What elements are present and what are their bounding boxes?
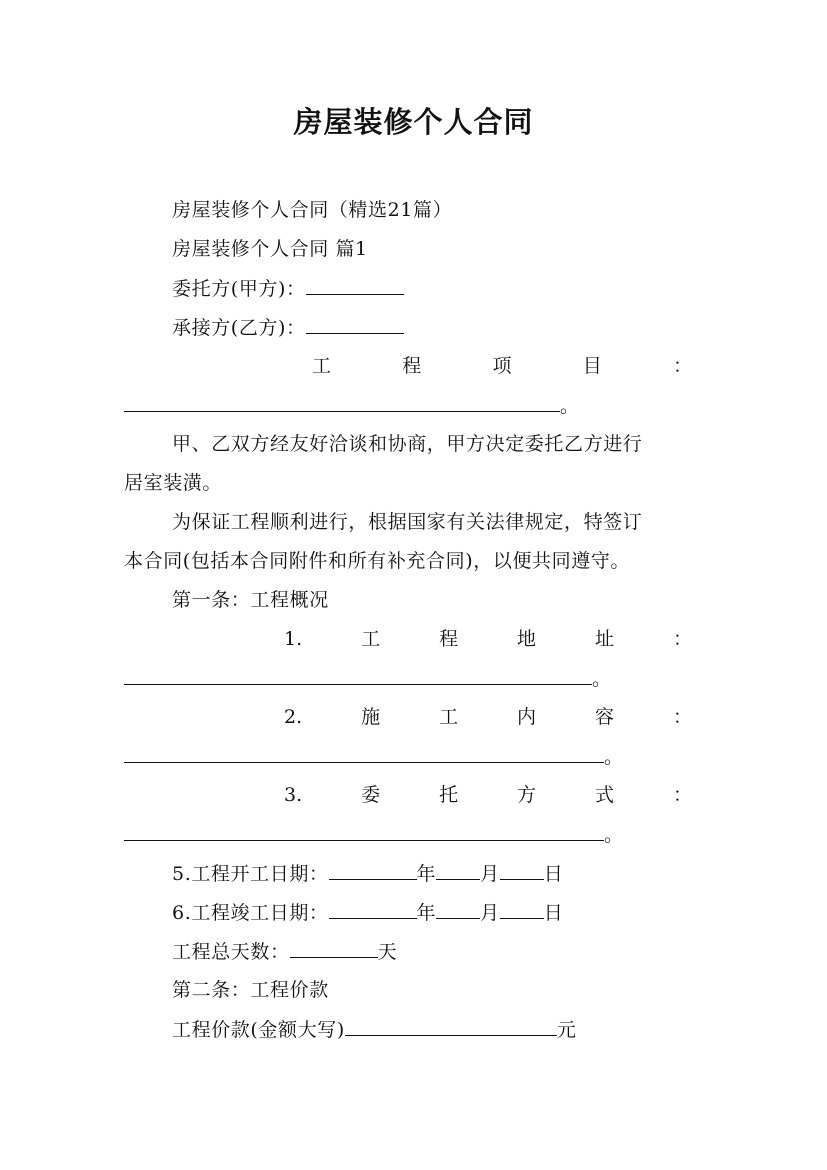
item3-char: 委 xyxy=(361,784,381,806)
project-char: 项 xyxy=(492,355,512,377)
end-day-blank xyxy=(500,898,544,919)
year-label: 年 xyxy=(416,902,437,924)
start-day-blank xyxy=(500,859,544,880)
item1-char: 程 xyxy=(439,628,459,650)
item1-row xyxy=(284,625,692,653)
total-days-line xyxy=(172,937,397,966)
para2-line1: 为保证工程顺利进行，根据国家有关法律规定，特签订 xyxy=(172,511,643,533)
item3-blank xyxy=(124,820,604,841)
item1-char: ： xyxy=(672,628,692,650)
end-date-line xyxy=(172,898,563,927)
para1-line2: 居室装潢。 xyxy=(124,472,223,494)
project-char: 程 xyxy=(402,355,422,377)
item2-char: 施 xyxy=(361,706,381,728)
price-label: 工程价款(金额大写) xyxy=(172,1019,345,1041)
price-unit: 元 xyxy=(556,1019,577,1041)
subtitle: 房屋装修个人合同（精选21篇） xyxy=(172,199,453,221)
price-line xyxy=(172,1015,576,1044)
article-1-heading: 第一条：工程概况 xyxy=(172,589,329,611)
total-days-blank xyxy=(290,937,378,958)
item3-row xyxy=(284,781,692,809)
day-label: 日 xyxy=(543,902,564,924)
section-heading: 房屋装修个人合同 篇1 xyxy=(172,238,368,260)
end-month-blank xyxy=(436,898,480,919)
item1-char: 址 xyxy=(595,628,615,650)
project-char: ： xyxy=(672,355,692,377)
party-b-blank xyxy=(306,313,404,334)
para1-line1: 甲、乙双方经友好洽谈和协商，甲方决定委托乙方进行 xyxy=(172,433,643,455)
period: 。 xyxy=(604,824,624,846)
item1-blank-row xyxy=(124,664,611,693)
item2-blank-row xyxy=(124,742,623,771)
item2-char: 内 xyxy=(517,706,537,728)
para2-line2: 本合同(包括本合同附件和所有补充合同)，以便共同遵守。 xyxy=(124,550,631,572)
item1-number: 1. xyxy=(284,628,303,650)
item3-blank-row xyxy=(124,820,623,849)
party-b-line xyxy=(172,313,404,342)
party-a-blank xyxy=(306,274,404,295)
document-title: 房屋装修个人合同 xyxy=(293,105,534,139)
item3-number: 3. xyxy=(284,784,303,806)
item3-char: 托 xyxy=(439,784,459,806)
party-a-label: 委托方(甲方)： xyxy=(172,278,306,300)
project-char: 工 xyxy=(312,355,332,377)
project-name-blank-row xyxy=(124,391,579,420)
start-date-line xyxy=(172,859,563,888)
end-year-blank xyxy=(329,898,417,919)
day-label: 日 xyxy=(543,863,564,885)
period: 。 xyxy=(592,668,612,690)
item2-char: 容 xyxy=(595,706,615,728)
days-unit: 天 xyxy=(377,941,398,963)
project-name-blank xyxy=(124,391,560,412)
period: 。 xyxy=(560,395,580,417)
start-year-blank xyxy=(329,859,417,880)
item2-blank xyxy=(124,742,604,763)
project-char: 目 xyxy=(582,355,602,377)
period: 。 xyxy=(604,746,624,768)
month-label: 月 xyxy=(480,902,500,924)
end-date-label: 6.工程竣工日期： xyxy=(172,902,329,924)
item3-char: 式 xyxy=(595,784,615,806)
item3-char: 方 xyxy=(517,784,537,806)
start-date-label: 5.工程开工日期： xyxy=(172,863,329,885)
item2-number: 2. xyxy=(284,706,303,728)
start-month-blank xyxy=(436,859,480,880)
item1-char: 地 xyxy=(517,628,537,650)
item2-row xyxy=(284,703,692,731)
item2-char: 工 xyxy=(439,706,459,728)
month-label: 月 xyxy=(480,863,500,885)
party-a-line xyxy=(172,274,404,303)
total-days-label: 工程总天数： xyxy=(172,941,290,963)
item3-char: ： xyxy=(672,784,692,806)
party-b-label: 承接方(乙方)： xyxy=(172,317,306,339)
price-blank xyxy=(345,1015,557,1036)
article-2-heading: 第二条：工程价款 xyxy=(172,979,329,1001)
item1-char: 工 xyxy=(361,628,381,650)
item1-blank xyxy=(124,664,592,685)
item2-char: ： xyxy=(672,706,692,728)
year-label: 年 xyxy=(416,863,437,885)
project-name-row xyxy=(312,352,692,380)
